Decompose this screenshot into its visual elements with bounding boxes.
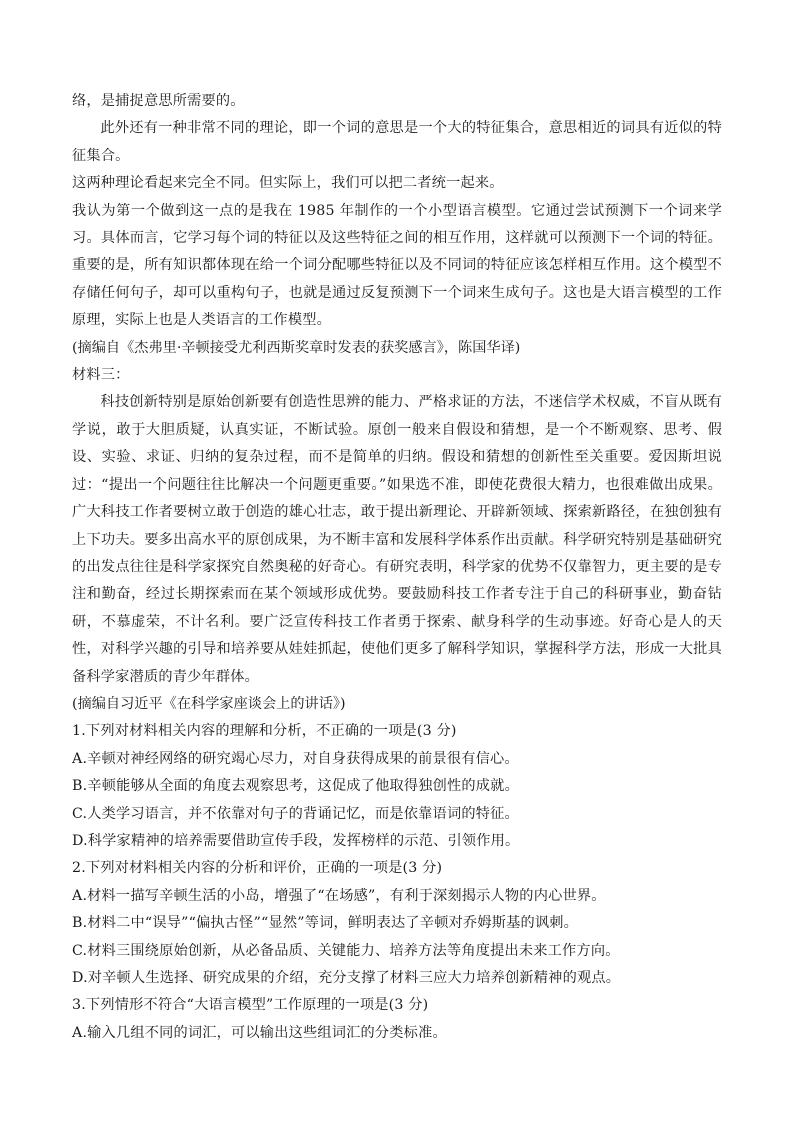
question-option: B.材料二中“误导”“偏执古怪”“显然”等词，鲜明表达了辛顿对乔姆斯基的讽刺。 (72, 915, 579, 932)
question-stem: 1.下列对材料相关内容的理解和分析，不正确的一项是(3 分) (72, 723, 457, 740)
question-option: A.输入几组不同的词汇，可以输出这些组词汇的分类标准。 (72, 1024, 447, 1041)
question-option: D.对辛顿人生选择、研究成果的介绍，充分支撑了材料三应大力培养创新精神的观点。 (72, 970, 621, 986)
question-option: C.材料三围绕原始创新，从必备品质、关键能力、培养方法等角度提出未来工作方向。 (72, 942, 620, 959)
material-three-source: (摘编自习近平《在科学家座谈会上的讲话》) (72, 695, 346, 712)
unify-paragraph: 这两种理论看起来完全不同。但实际上，我们可以把二者统一起来。 (72, 175, 504, 192)
question-3 (72, 992, 722, 1047)
material-two-continuation: 络，是捕捉意思所需要的。 (72, 93, 245, 109)
language-model-paragraph: 我认为第一个做到这一点的是我在 1985 年制作的一个小型语言模型。它通过尝试预测下一个词来学习。具体而言，它学习每个词的特征以及这些特征之间的相互作用，这样就可以预测下一个词的特征。重要的是，所有知识都体现在给一个词分配哪些特征以及不同词的特征应该怎样相互作用。这个模型不存储任何句子，却可以重构句子，也就是通过反复预测下一个词来生成句子。这也是大语言模型的工作原理，实际上也是人类语言的工作模型。 (72, 202, 722, 329)
question-1 (72, 718, 722, 855)
material-three-body: 科技创新特别是原始创新要有创造性思辨的能力、严格求证的方法，不迷信学术权威，不盲从既有学说，敢于大胆质疑，认真实证，不断试验。原创一般来自假设和猜想，是一个不断观察、思考、假设、实验、求证、归纳的复杂过程，而不是简单的归纳。假设和猜想的创新性至关重要。爱因斯坦说过：“提出一个问题往往比解决一个问题更重要。”如果选不准，即使花费很大精力，也很难做出成果。广大科技工作者要树立敢于创造的雄心壮志，敢于提出新理论、开辟新领域、探索新路径，在独创独有上下功夫。要多出高水平的原创成果，为不断丰富和发展科学体系作出贡献。科学研究特别是基础研究的出发点往往是科学家探究自然奥秘的好奇心。有研究表明，科学家的优势不仅靠智力，更主要的是专注和勤奋，经过长期探索而在某个领域形成优势。要鼓励科技工作者专注于自己的科研事业，勤奋钻研，不慕虚荣，不计名利。要广泛宣传科技工作者勇于探索、献身科学的生动事迹。好奇心是人的天性，对科学兴趣的引导和培养要从娃娃抓起，使他们更多了解科学知识，掌握科学方法，形成一大批具备科学家潜质的青少年群体。 (72, 394, 722, 685)
question-stem: 3.下列情形不符合“大语言模型”工作原理的一项是(3 分) (72, 997, 429, 1014)
feature-theory-paragraph: 此外还有一种非常不同的理论，即一个词的意思是一个大的特征集合，意思相近的词具有近似的特征集合。 (72, 120, 722, 164)
question-option: A.辛顿对神经网络的研究竭心尽力，对自身获得成果的前景很有信心。 (72, 750, 519, 767)
question-stem: 2.下列对材料相关内容的分析和评价，正确的一项是(3 分) (72, 860, 443, 877)
question-option: A.材料一描写辛顿生活的小岛，增强了“在场感”，有利于深刻揭示人物的内心世界。 (72, 887, 606, 904)
question-option: C.人类学习语言，并不依靠对句子的背诵记忆，而是依靠语词的特征。 (72, 805, 519, 822)
material-three-label: 材料三： (72, 367, 130, 384)
question-2 (72, 855, 722, 992)
exam-page (72, 88, 722, 1047)
question-option: D.科学家精神的培养需要借助宣传手段，发挥榜样的示范、引领作用。 (72, 832, 520, 849)
material-two-source: (摘编自《杰弗里·辛顿接受尤利西斯奖章时发表的获奖感言》，陈国华译) (72, 339, 521, 356)
question-option: B.辛顿能够从全面的角度去观察思考，这促成了他取得独创性的成就。 (72, 778, 519, 795)
